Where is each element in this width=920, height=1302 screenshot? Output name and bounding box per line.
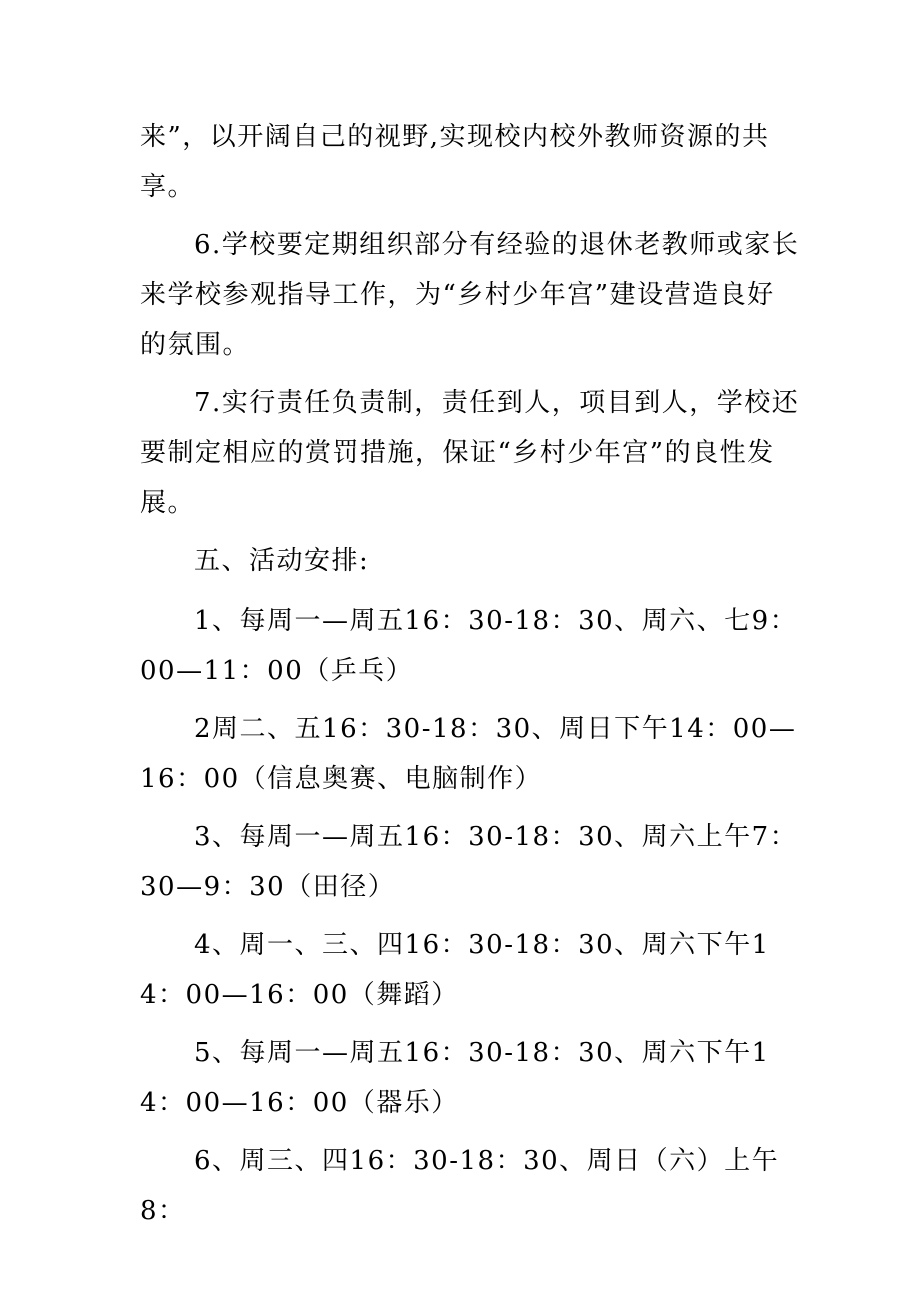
paragraph-item-6: 6.学校要定期组织部分有经验的退休老教师或家长来学校参观指导工作，为“乡村少年宫”建设营造良好的氛围。 bbox=[140, 230, 800, 360]
section-heading-activity-schedule: 五、活动安排: bbox=[194, 546, 370, 576]
schedule-item-6: 6、周三、四16：30-18：30、周日（六）上午8： bbox=[140, 1146, 780, 1226]
schedule-item-4: 4、周一、三、四16：30-18：30、周六下午14：00—16：00（舞蹈） bbox=[140, 930, 770, 1010]
schedule-item-2: 2周二、五16：30-18：30、周日下午14：00—16：00（信息奥赛、电脑制作） bbox=[140, 714, 797, 794]
paragraph-item-7: 7.实行责任负责制，责任到人，项目到人，学校还要制定相应的赏罚措施，保证“乡村少年宫”的良性发展。 bbox=[140, 388, 800, 518]
schedule-item-1: 1、每周一—周五16：30-18：30、周六、七9：00—11：00（乒乓） bbox=[140, 606, 798, 686]
schedule-item-3: 3、每周一—周五16：30-18：30、周六上午7：30—9：30（田径） bbox=[140, 822, 798, 902]
paragraph-resource-sharing: 来”，以开阔自己的视野,实现校内校外教师资源的共享。 bbox=[140, 122, 770, 202]
schedule-item-5: 5、每周一—周五16：30-18：30、周六下午14：00—16：00（器乐） bbox=[140, 1038, 770, 1118]
